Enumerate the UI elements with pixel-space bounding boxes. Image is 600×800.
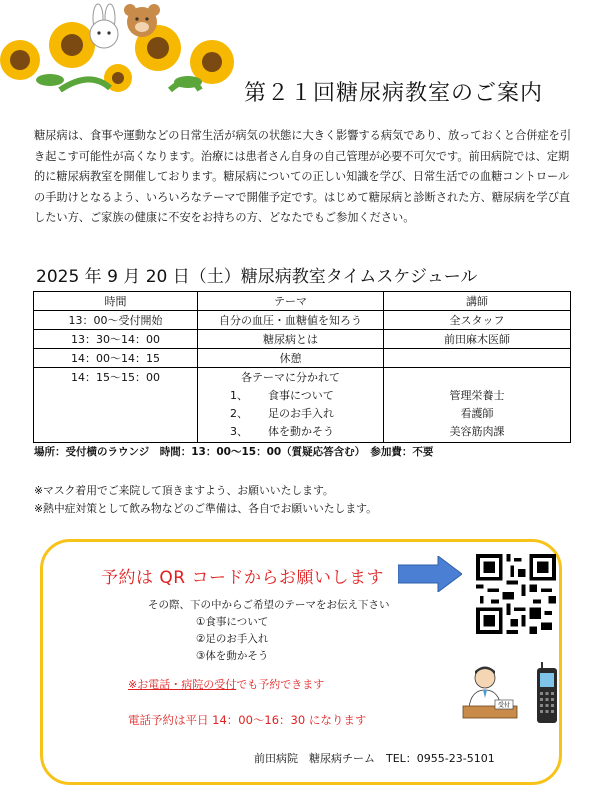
row-theme: 糖尿病とは	[198, 330, 384, 349]
table-row	[34, 330, 571, 349]
lecturer-item: 看護師	[460, 407, 494, 420]
phone-reservation-note: ※お電話・病院の受付でも予約できます	[128, 678, 325, 691]
schedule-table	[33, 291, 571, 443]
topic-item: 3、 体を動かそう	[230, 425, 334, 438]
lecturer-item: 美容筋肉課	[449, 425, 505, 438]
reservation-option: ③体を動かそう	[196, 650, 269, 662]
header-time: 時間	[34, 292, 198, 311]
qr-code-icon[interactable]	[476, 554, 556, 634]
row-time: 13：00～受付開始	[34, 311, 198, 330]
svg-text:受付: 受付	[497, 702, 511, 709]
topic-item: 1、 食事について	[230, 389, 334, 402]
reservation-instruction: その際、下の中からご希望のテーマをお伝え下さい	[148, 599, 390, 611]
reception-staff-icon	[461, 662, 521, 722]
rabbit-icon	[90, 4, 118, 48]
schedule-title: 2025 年 9 月 20 日（土）糖尿病教室タイムスケジュール	[36, 267, 478, 287]
table-row	[34, 349, 571, 368]
header-lecturer: 講師	[384, 292, 571, 311]
row-time: 13：30～14：00	[34, 330, 198, 349]
table-row	[34, 311, 571, 330]
arrow-right-icon	[398, 556, 462, 592]
row-theme: 自分の血圧・血糖値を知ろう	[198, 311, 384, 330]
theme-intro: 各テーマに分かれて	[241, 371, 340, 384]
row-lecturer: 前田麻木医師	[384, 330, 571, 349]
row-time: 14：00～14：15	[34, 349, 198, 368]
row-lecturer	[384, 349, 571, 368]
page-title: 第２１回糖尿病教室のご案内	[244, 81, 544, 106]
reservation-option: ②足のお手入れ	[196, 633, 269, 645]
reservation-option: ①食事について	[196, 616, 269, 628]
mobile-phone-icon	[536, 662, 558, 724]
row-lecturer-list	[384, 368, 571, 443]
topic-item: 2、 足のお手入れ	[230, 407, 334, 420]
note-heatstroke: ※熱中症対策として飲み物などのご準備は、各自でお願いいたします。	[34, 502, 377, 515]
sunflower-2-icon	[49, 22, 95, 68]
row-theme: 休憩	[198, 349, 384, 368]
contact-info: 前田病院 糖尿病チーム TEL：0955-23-5101	[254, 752, 495, 765]
header-theme: テーマ	[198, 292, 384, 311]
note-mask: ※マスク着用でご来院して頂きますよう、お願いいたします。	[34, 484, 334, 497]
row-lecturer: 全スタッフ	[384, 311, 571, 330]
intro-paragraph: 糖尿病は、食事や運動などの日常生活が病気の状態に大きく影響する病気であり、放っておくと合併症を引き起こす可能性が高くなります。治療には患者さん自身の自己管理が必要不可欠です。前田病院では、定期的に糖尿病教室を開催しております。糖尿病についての正しい知識を学び、日常生活での血糖コントロールの手助けとなるよう、いろいろなテーマで開催予定です。はじめて糖尿病と診断された方、糖尿病を学び直したい方、ご家族の健康に不安をお持ちの方、どなたでもご参加ください。	[34, 129, 572, 224]
row-theme-list	[198, 368, 384, 443]
table-header-row	[34, 292, 571, 311]
row-time: 14：15～15：00	[34, 368, 198, 443]
phone-reservation-hours: 電話予約は平日 14：00～16：30 になります	[128, 713, 367, 727]
venue-info: 場所：受付横のラウンジ 時間：13：00～15：00（質疑応答含む） 参加費：不要	[34, 446, 434, 458]
reservation-heading: 予約は QR コードからお願いします	[101, 568, 384, 588]
table-row	[34, 368, 571, 443]
sunflower-illustration	[0, 0, 235, 92]
sunflower-1-icon	[0, 40, 40, 80]
lecturer-item: 管理栄養士	[449, 389, 505, 402]
